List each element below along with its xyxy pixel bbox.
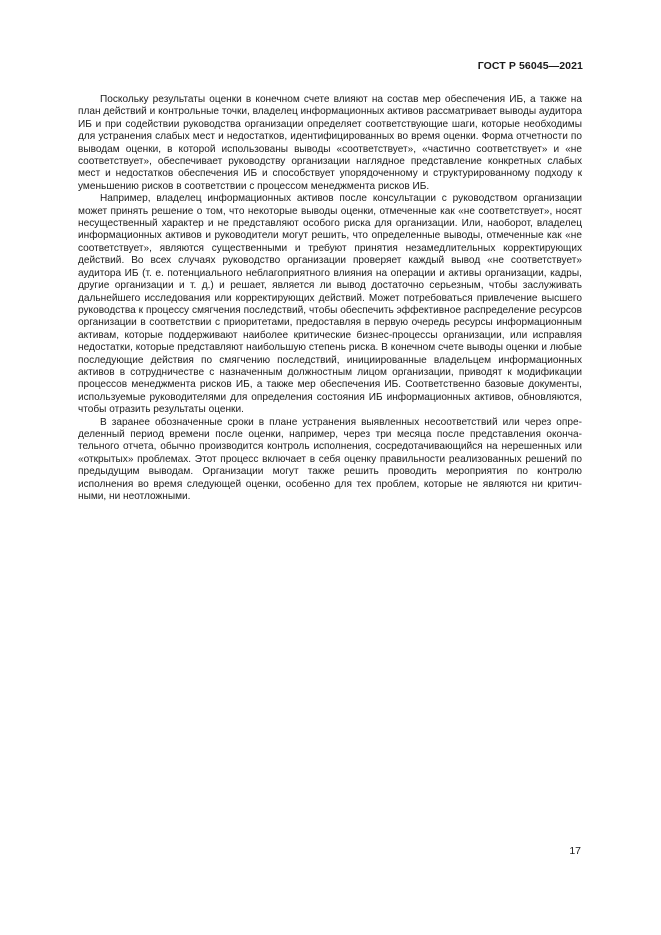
paragraph-1: Поскольку результаты оценки в конечном счете влияют на состав мер обеспечения ИБ, а также на план действий и контрольные точки, владелец информационных активов рассматривает выводы аудитора ИБ и при содействии руководства организации определяет соответствующие шаги, которые необходимы для устранения слабых мест и недостатков, идентифицированных во время оценки. Форма отчетности по выводам оценки, в которой использованы выводы «соответствует», «частично соответствует» и «не соответствует», обеспечивает руководству организации наглядное представление конкретных слабых мест и недостатков обеспечения ИБ и способствует упорядоченному и структурированному подходу к уменьшению рисков в соответствии с процессом менеджмента рисков ИБ. (78, 94, 582, 192)
paragraph-3: В заранее обозначенные сроки в плане устранения выявленных несоответствий или через определенный период времени после оценки, например, через три месяца после представления окончательного отчета, обычно производится контроль исполнения, сосредотачивающийся на нерешенных или «открытых» проблемах. Этот процесс включает в себя оценку правильности реализованных решений по предыдущим выводам. Организации могут также решить проводить мероприятия по контролю исполнения во время следующей оценки, особенно для тех проблем, которые не являются ни критичными, ни неотложными. (78, 416, 582, 502)
document-code-header: ГОСТ Р 56045—2021 (477, 60, 583, 72)
document-body (78, 94, 582, 503)
paragraph-2: Например, владелец информационных активов после консультации с руководством организации может принять решение о том, что некоторые выводы оценки, отмеченные как «не соответствует», носят несущественный характер и не представляют особого риска для организации. Или, наоборот, владелец информационных активов и руководители могут решить, что определенные выводы, отмеченные как «не соответствует», являются существенными и требуют принятия незамедлительных корректирующих действий. Во всех случаях руководство организации проверяет каждый вывод «не соответствует» аудитора ИБ (т. е. потенциального неблагоприятного влияния на операции и активы организации, кадры, другие организации и т. д.) и решает, является ли вывод достаточно серьезным, чтобы заслуживать дальнейшего исследования или корректирующих действий. Может потребоваться привлечение высшего руководства к процессу смягчения последствий, чтобы обеспечить эффективное распределение ресурсов организации в соответствии с приоритетами, предоставляя в первую очередь ресурсы информационным активам, которые поддерживают наиболее критические бизнес-процессы организации, или исправляя недостатки, которые представляют наибольшую степень риска. В конечном счете выводы оценки и любые последующие действия по смягчению последствий, инициированные владельцем информационных активов в сотрудничестве с назначенным должностным лицом организации, приводят к модификации процессов менеджмента рисков ИБ, а также мер обеспечения ИБ. Соответственно базовые документы, используемые руководителями для определения состояния ИБ информационных активов, обновляются, чтобы отразить результаты оценки. (78, 193, 582, 416)
page-number: 17 (569, 845, 581, 857)
